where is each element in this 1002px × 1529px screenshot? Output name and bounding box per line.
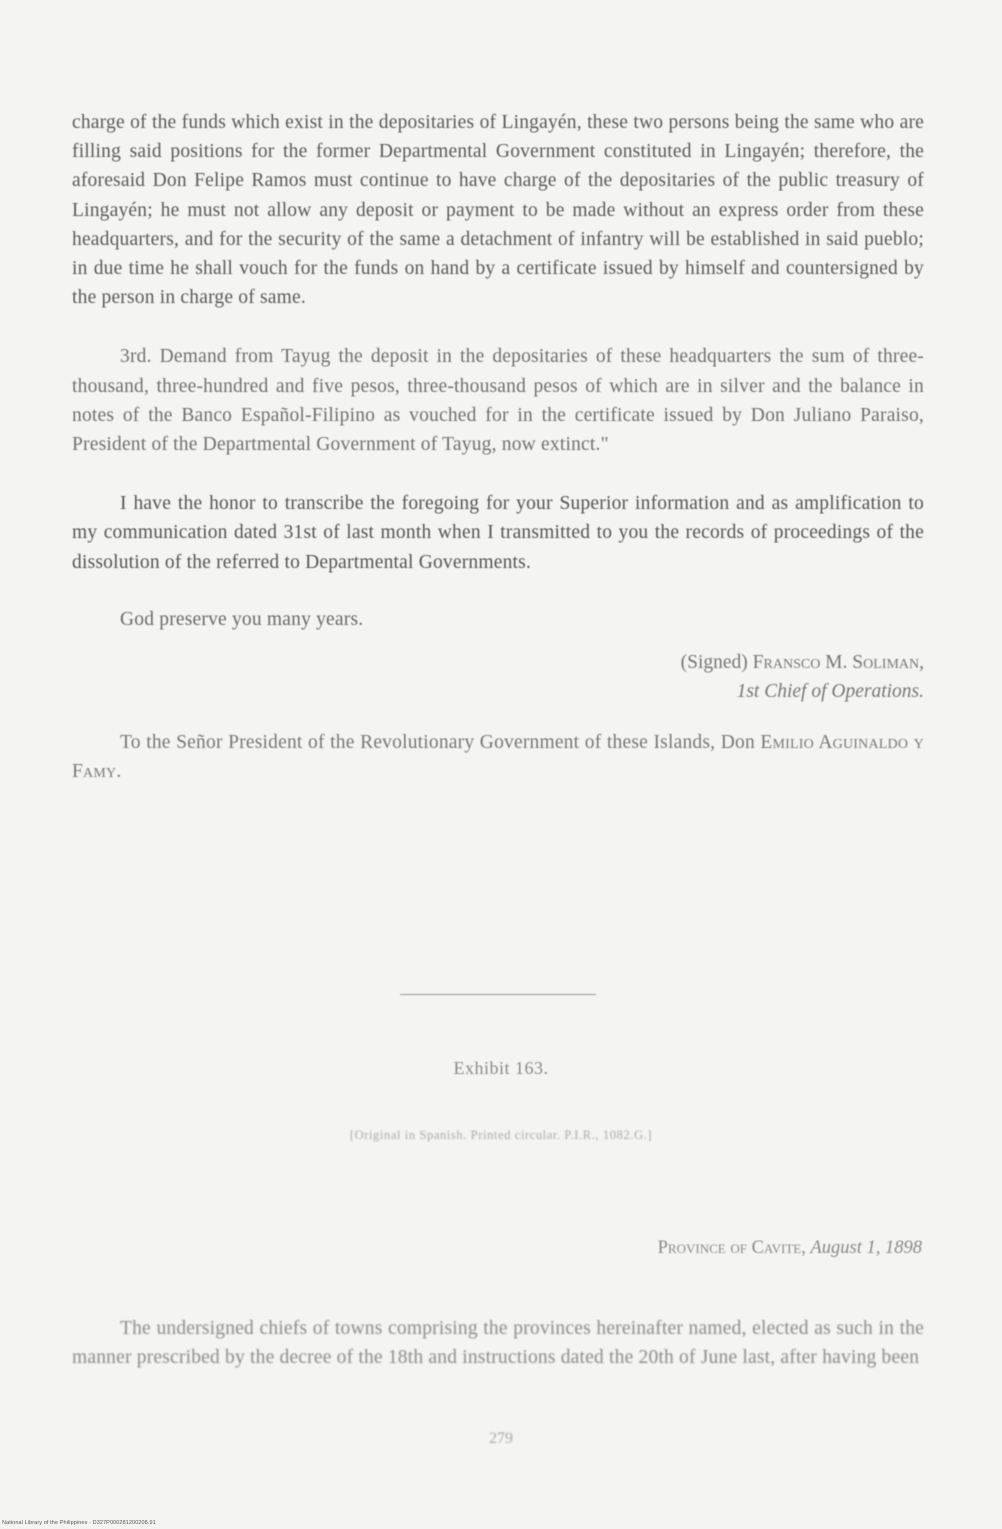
paragraph-opening: The undersigned chiefs of towns comprising the provinces hereinafter named, elected as such in the manner prescribed by the decree of the 18th and instructions dated the 20th of June last, after having been: [72, 1318, 924, 1369]
addressee-text: To the Señor President of the Revolutionary Government of these Islands, Don: [120, 732, 755, 754]
exhibit-title: Exhibit 163.: [453, 1058, 549, 1078]
section-divider: [400, 994, 596, 995]
scan-footer: National Library of the Philippines · D327P000281200208.91: [2, 1520, 156, 1526]
dateline-place: Province of Cavite,: [657, 1238, 806, 1258]
signed-prefix: (Signed): [680, 652, 748, 674]
signer-name: Fransco M. Soliman,: [752, 652, 924, 674]
document-body: [72, 108, 924, 786]
exhibit-body: [72, 1314, 924, 1372]
paragraph-honor: I have the honor to transcribe the foregoing for your Superior information and as amplification to my communication dated 31st of last month when I transmitted to you the records of proceedings of the dissolution of the referred to Departmental Governments.: [72, 493, 924, 573]
page-number: 279: [489, 1430, 513, 1447]
addressee-name: Emilio Aguinaldo y Famy.: [72, 732, 924, 783]
signer-title: 1st Chief of Operations.: [736, 681, 924, 703]
addressee: [72, 728, 924, 786]
paragraph-closing: God preserve you many years.: [120, 608, 364, 630]
dateline-date: August 1, 1898: [810, 1238, 922, 1258]
signature-block: [72, 648, 924, 706]
exhibit-source-note: [Original in Spanish. Printed circular. P.I.R., 1082.G.]: [349, 1128, 653, 1142]
signature-line: [72, 648, 924, 677]
paragraph-funds: charge of the funds which exist in the depositaries of Lingayén, these two persons being the same who are filling said positions for the former Departmental Government constituted in Lingayén; therefore, the aforesaid Don Felipe Ramos must continue to have charge of the depositaries of the public treasury of Lingayén; he must not allow any deposit or payment to be made without an express order from these headquarters, and for the security of the same a detachment of infantry will be established in said pueblo; in due time he shall vouch for the funds on hand by a certificate issued by himself and countersigned by the person in charge of same.: [72, 112, 924, 309]
dateline: [658, 1238, 922, 1259]
paragraph-third-demand: 3rd. Demand from Tayug the deposit in the depositaries of these headquarters the sum of three-thousand, three-hundred and five pesos, three-thousand pesos of which are in silver and the balance in notes of the Banco Español-Filipino as vouched for in the certificate issued by Don Juliano Paraiso, President of the Departmental Government of Tayug, now extinct.": [72, 346, 924, 456]
